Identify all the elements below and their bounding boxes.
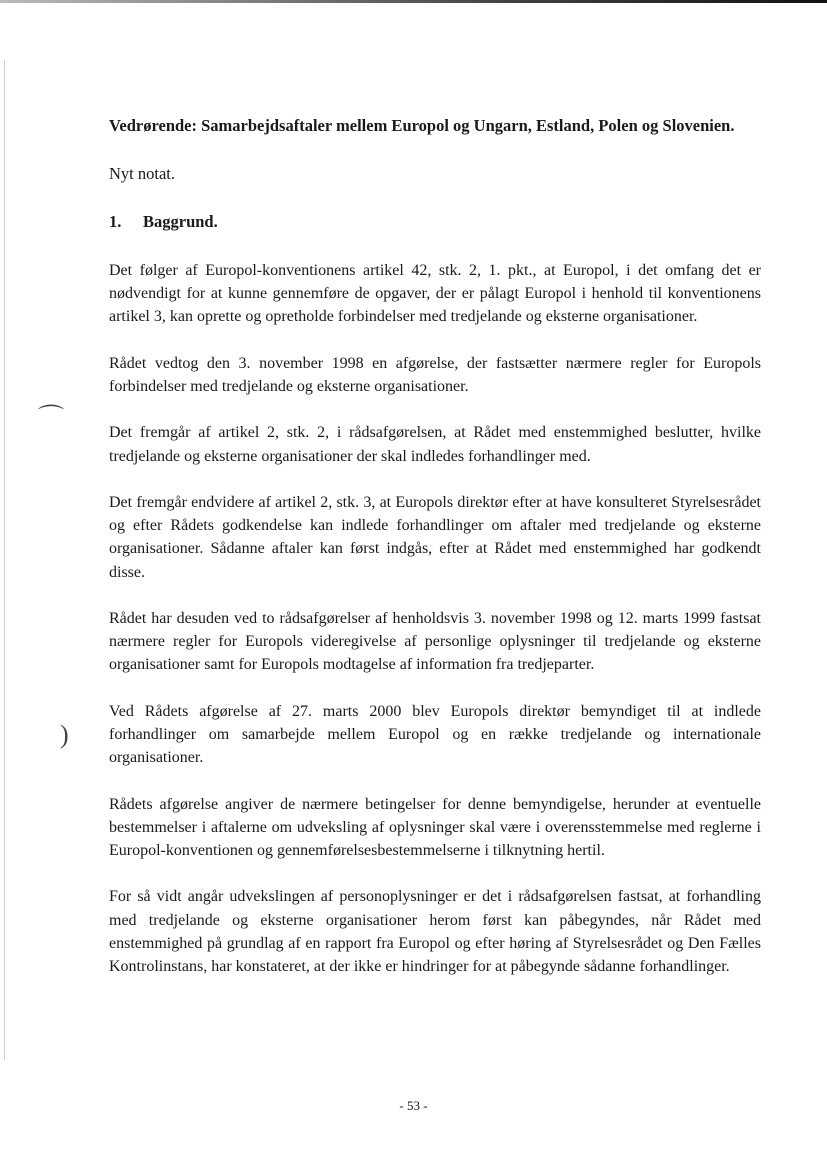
paragraph-6: Ved Rådets afgørelse af 27. marts 2000 blev Europols direktør bemyndiget til at indlede forhandlinger om samarbejde mellem Europol og en række tredjelande og internationale organisationer. <box>109 702 761 767</box>
paragraph-1: Det følger af Europol-konventionens artikel 42, stk. 2, 1. pkt., at Europol, i det omfang det er nødvendigt for at kunne gennemføre de opgaver, der er pålagt Europol i henhold til konventionens artikel 3, kan oprette og opretholde forbindelser med tredjelande og eksterne organisationer. <box>109 262 761 326</box>
paragraph-2: Rådet vedtog den 3. november 1998 en afgørelse, der fastsætter nærmere regler for Europols forbindelser med tredjelande og eksterne organisationer. <box>109 354 761 395</box>
paragraph-3: Det fremgår af artikel 2, stk. 2, i rådsafgørelsen, at Rådet med enstemmighed beslutter, hvilke tredjelande og eksterne organisationer der skal indledes forhandlinger med. <box>109 424 761 465</box>
section-heading <box>109 210 761 234</box>
page-number: - 53 - <box>399 1098 428 1113</box>
scan-edge-top <box>0 0 827 3</box>
paragraph-8: For så vidt angår udvekslingen af personoplysninger er det i rådsafgørelsen fastsat, at forhandling med tredjelande og eksterne organisationer herom først kan påbegyndes, når Rådet med enstemmighed på grundlag af en rapport fra Europol og efter høring af Styrelsesrådet og Den Fælles Kontrolinstans, har konstateret, at der ikke er hindringer for at påbegynde sådanne forhandlinger. <box>109 888 761 975</box>
section-number: 1. <box>109 212 122 231</box>
margin-mark-lower: ) <box>60 720 69 749</box>
scan-edge-left <box>4 60 5 1060</box>
paragraph-4: Det fremgår endvidere af artikel 2, stk. 3, at Europols direktør efter at have konsulteret Styrelsesrådet og efter Rådets godkendelse kan indlede forhandlinger om aftaler med tredjelande og eksterne organisationer. Sådanne aftaler kan først indgås, efter at Rådet med enstemmighed har godkendt disse. <box>109 493 761 581</box>
section-heading-text: Baggrund. <box>143 212 218 231</box>
document-subtitle: Nyt notat. <box>109 164 175 183</box>
document-body <box>109 114 761 1001</box>
paragraph-7: Rådets afgørelse angiver de nærmere betingelser for denne bemyndigelse, herunder at eventuelle bestemmelser i aftalerne om udveksling af oplysninger skal være i overensstemmelse med reglerne i Europol-konventionen og gennemførelsesbestemmelserne i tilknytning hertil. <box>109 795 761 859</box>
paragraph-5: Rådet har desuden ved to rådsafgørelser af henholdsvis 3. november 1998 og 12. marts 1999 fastsat nærmere regler for Europols videregivelse af personlige oplysninger til tredjelande og eksterne organisationer samt for Europols modtagelse af information fra tredjeparter. <box>109 609 761 674</box>
document-title: Vedrørende: Samarbejdsaftaler mellem Europol og Ungarn, Estland, Polen og Slovenien. <box>109 116 735 135</box>
margin-mark-upper: ⌒ <box>38 404 65 433</box>
